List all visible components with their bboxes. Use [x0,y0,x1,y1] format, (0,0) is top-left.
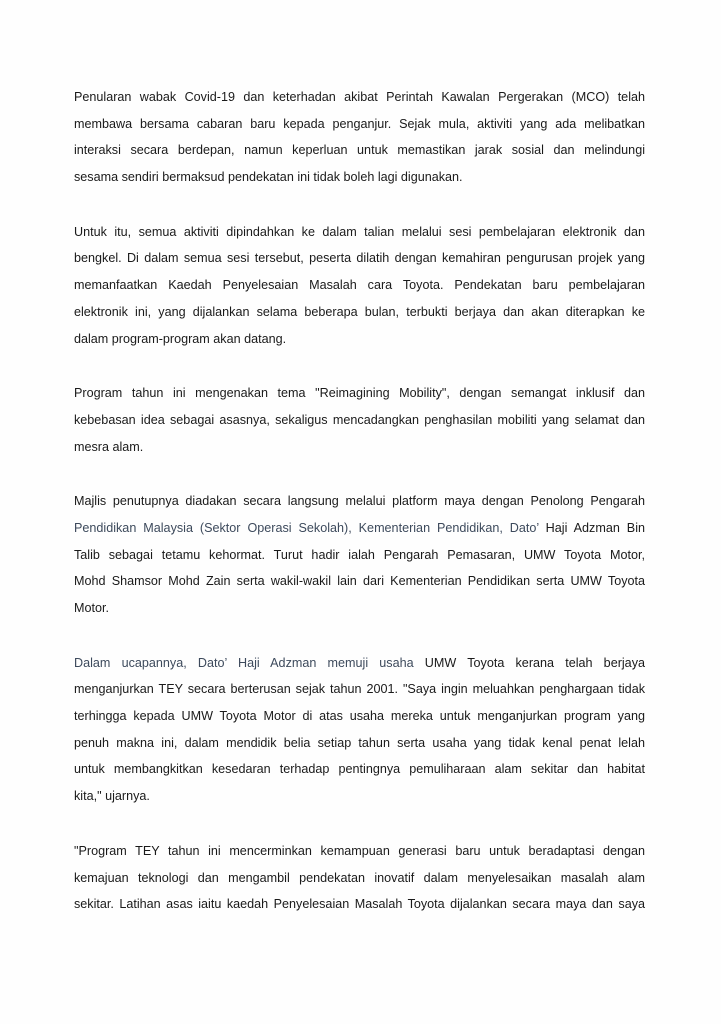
paragraph [74,219,645,352]
text-segment: dalam program-program akan datang. [74,331,287,346]
text-line [74,434,645,461]
text-line [74,783,645,810]
text-line [74,299,645,326]
text-segment: untuk membangkitkan kesedaran terhadap pentingnya pemuliharaan alam sekitar dan habitat [74,762,645,777]
text-line [74,219,645,246]
text-segment: Program tahun ini mengenakan tema "Reimagining Mobility", dengan semangat inklusif dan [74,386,645,401]
text-segment: membawa bersama cabaran baru kepada penganjur. Sejak mula, aktiviti yang ada melibatkan [74,116,645,131]
text-segment: terhingga kepada UMW Toyota Motor di atas usaha mereka untuk menganjurkan program yang [74,709,645,724]
text-segment: interaksi secara berdepan, namun keperluan untuk memastikan jarak sosial dan melindungi [74,143,645,158]
text-segment: Haji Adzman Bin [538,520,645,535]
paragraph [74,380,645,460]
text-segment: Penularan wabak Covid-19 dan keterhadan akibat Perintah Kawalan Pergerakan (MCO) telah [74,90,645,104]
highlighted-text: Dalam ucapannya, Dato’ Haji Adzman memuji usaha [74,655,414,670]
text-line [74,676,645,703]
text-segment: memanfaatkan Kaedah Penyelesaian Masalah cara Toyota. Pendekatan baru pembelajaran [74,278,645,293]
text-line [74,515,645,542]
paragraph [74,488,645,621]
text-segment: bengkel. Di dalam semua sesi tersebut, peserta dilatih dengan kemahiran pengurusan projek yang [74,251,645,266]
text-segment: penuh makna ini, dalam mendidik belia setiap tahun serta usaha yang tidak kenal penat lelah [74,735,645,750]
text-line [74,137,645,164]
text-line [74,111,645,138]
paragraph [74,84,645,191]
text-segment: menganjurkan TEY secara berterusan sejak tahun 2001. "Saya ingin meluahkan penghargaan tidak [74,682,645,697]
text-segment: UMW Toyota kerana telah berjaya [413,655,645,670]
paragraph [74,838,645,918]
text-line [74,756,645,783]
text-segment: Talib sebagai tetamu kehormat. Turut hadir ialah Pengarah Pemasaran, UMW Toyota Motor, [74,547,645,562]
text-line [74,245,645,272]
text-line [74,838,645,865]
text-segment: sesama sendiri bermaksud pendekatan ini tidak boleh lagi digunakan. [74,170,463,185]
text-line [74,650,645,677]
highlighted-text: Pendidikan Malaysia (Sektor Operasi Sekolah), Kementerian Pendidikan, Dato’ [74,520,539,535]
text-line [74,730,645,757]
text-line [74,891,645,918]
text-segment: sekitar. Latihan asas iaitu kaedah Penyelesaian Masalah Toyota dijalankan secara maya dan saya [74,897,645,912]
article-body [74,84,645,946]
text-line [74,84,645,111]
text-line [74,164,645,191]
text-segment: Untuk itu, semua aktiviti dipindahkan ke dalam talian melalui sesi pembelajaran elektronik dan [74,224,645,239]
text-line [74,542,645,569]
paragraph [74,650,645,810]
text-segment: Mohd Shamsor Mohd Zain serta wakil-wakil lain dari Kementerian Pendidikan serta UMW Toyota [74,574,645,589]
text-line [74,568,645,595]
text-segment: kebebasan idea sebagai asasnya, sekaligus mencadangkan penghasilan mobiliti yang selamat dan [74,412,645,427]
text-line [74,865,645,892]
text-segment: kita," ujarnya. [74,789,150,804]
text-line [74,272,645,299]
text-line [74,595,645,622]
text-line [74,703,645,730]
text-segment: "Program TEY tahun ini mencerminkan kemampuan generasi baru untuk beradaptasi dengan [74,843,645,858]
text-segment: Majlis penutupnya diadakan secara langsung melalui platform maya dengan Penolong Pengarah [74,494,645,509]
text-line [74,380,645,407]
text-line [74,407,645,434]
text-line [74,488,645,515]
text-segment: Motor. [74,601,109,615]
text-segment: kemajuan teknologi dan mengambil pendekatan inovatif dalam menyelesaikan masalah alam [74,870,645,885]
text-segment: mesra alam. [74,439,144,454]
text-segment: elektronik ini, yang dijalankan selama beberapa bulan, terbukti berjaya dan akan diterapkan ke [74,304,645,319]
text-line [74,326,645,353]
